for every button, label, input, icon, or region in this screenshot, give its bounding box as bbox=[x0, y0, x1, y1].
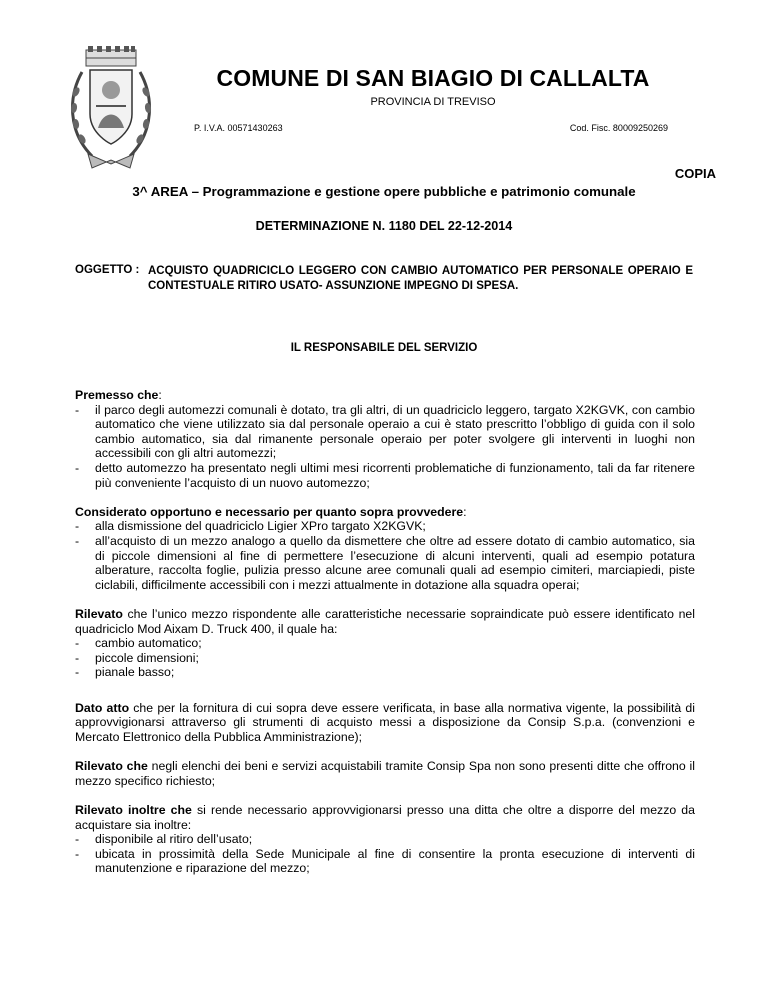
list-item: - pianale basso; bbox=[75, 665, 695, 680]
list-item: - detto automezzo ha presentato negli ultimi mesi ricorrenti problematiche di funzionamento, tali da far ritenere più conveniente l’acquisto di un nuovo automezzo; bbox=[75, 461, 695, 490]
area-heading: 3^ AREA – Programmazione e gestione opere pubbliche e patrimonio comunale bbox=[132, 184, 636, 199]
considerato-section bbox=[75, 505, 695, 593]
responsible-heading: IL RESPONSABILE DEL SERVIZIO bbox=[290, 342, 478, 354]
copy-mark: COPIA bbox=[674, 166, 716, 181]
rilevato-inoltre-paragraph: Rilevato inoltre che si rende necessario approvvigionarsi presso una ditta che oltre a disporre del mezzo da acquistare sia inoltre: bbox=[75, 803, 695, 832]
premesso-heading: Premesso che: bbox=[75, 388, 162, 402]
subject-label: OGGETTO : bbox=[75, 264, 140, 276]
vat-number: P. I.V.A. 00571430263 bbox=[194, 123, 283, 133]
determination-number: DETERMINAZIONE N. 1180 DEL 22-12-2014 bbox=[255, 219, 513, 233]
dato-atto-paragraph: Dato atto che per la fornitura di cui sopra deve essere verificata, in base alla normativa vigente, la possibilità di approvvigionarsi attraverso gli strumenti di acquisto messi a disposizione da Consip S.p.a. (convenzioni e Mercato Elettronico della Pubblica Amministrazione); bbox=[75, 700, 695, 745]
municipality-title: COMUNE DI SAN BIAGIO DI CALLALTA bbox=[216, 65, 650, 91]
list-item: - il parco degli automezzi comunali è dotato, tra gli altri, di un quadriciclo leggero, targato X2KGVK, con cambio automatico che viene utilizzato sia dal personale operaio a cui è stato prescritto l’obbligo di guida con il solo cambio automatico, sia dal rimanente personale operaio per poter svolgere gli interventi in luoghi non accessibili con gli altri automezzi; bbox=[75, 403, 695, 461]
list-item: - all’acquisto di un mezzo analogo a quello da dismettere che oltre ad essere dotato di cambio automatico, sia di piccole dimensioni al fine di permettere l’esecuzione di alcuni interventi, quali ad esempio potatura alberature, raccolta foglie, pulizia presso alcune aree comunali quali ad esempio cimiteri, marciapiedi, piste ciclabili, difficilmente accessibili con i mezzi attualmente in dotazione alla squadra operai; bbox=[75, 534, 695, 592]
coat-of-arms-emblem bbox=[68, 42, 154, 174]
list-item: - piccole dimensioni; bbox=[75, 651, 695, 666]
rilevato-paragraph: Rilevato che l’unico mezzo rispondente alle caratteristiche necessarie sopraindicate può essere identificato nel quadriciclo Mod Aixam D. Truck 400, il quale ha: bbox=[75, 606, 695, 636]
rilevato-section bbox=[75, 607, 695, 680]
list-item: - cambio automatico; bbox=[75, 636, 695, 651]
subject-text: ACQUISTO QUADRICICLO LEGGERO CON CAMBIO AUTOMATICO PER PERSONALE OPERAIO E CONTESTUALE RITIRO USATO- ASSUNZIONE IMPEGNO DI SPESA. bbox=[148, 265, 693, 292]
considerato-heading: Considerato opportuno e necessario per quanto sopra provvedere: bbox=[75, 504, 467, 519]
document-body bbox=[75, 388, 695, 876]
rilevato-che-section bbox=[75, 759, 695, 788]
list-item: - ubicata in prossimità della Sede Municipale al fine di consentire la pronta esecuzione di interventi di manutenzione e riparazione del mezzo; bbox=[75, 847, 695, 876]
rilevato-inoltre-section bbox=[75, 803, 695, 876]
list-item: - disponibile al ritiro dell’usato; bbox=[75, 832, 695, 847]
province-label: PROVINCIA DI TREVISO bbox=[370, 96, 496, 108]
premesso-section bbox=[75, 388, 695, 490]
rilevato-che-paragraph: Rilevato che negli elenchi dei beni e servizi acquistabili tramite Consip Spa non sono presenti ditte che offrono il mezzo specifico richiesto; bbox=[75, 759, 695, 788]
fiscal-code: Cod. Fisc. 80009250269 bbox=[569, 123, 668, 133]
list-item: - alla dismissione del quadriciclo Ligier XPro targato X2KGVK; bbox=[75, 519, 695, 534]
dato-atto-section bbox=[75, 701, 695, 745]
